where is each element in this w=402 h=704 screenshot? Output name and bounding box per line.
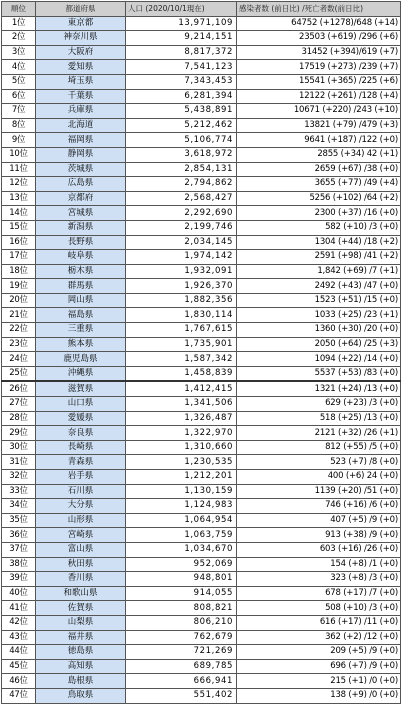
- prefecture-cell: 佐賀県: [36, 601, 126, 616]
- prefecture-ranking-table: [1, 1, 401, 704]
- population-cell: 1,412,415: [126, 381, 237, 396]
- population-cell: 689,785: [126, 659, 237, 674]
- population-cell: 666,941: [126, 674, 237, 689]
- prefecture-cell: 千葉県: [36, 89, 126, 104]
- population-cell: 8,817,372: [126, 45, 237, 60]
- rank-cell: 5位: [2, 74, 36, 89]
- population-cell: 808,821: [126, 601, 237, 616]
- rank-cell: 18位: [2, 264, 36, 279]
- rank-cell: 29位: [2, 426, 36, 441]
- rank-cell: 17位: [2, 250, 36, 265]
- prefecture-cell: 大阪府: [36, 45, 126, 60]
- prefecture-cell: 静岡県: [36, 147, 126, 162]
- prefecture-cell: 福井県: [36, 630, 126, 645]
- table-row: [2, 147, 401, 162]
- cases-cell: 138 (+9) /0 (+0): [237, 688, 401, 703]
- rank-cell: 4位: [2, 60, 36, 75]
- prefecture-cell: 山形県: [36, 513, 126, 528]
- header-row: [2, 2, 401, 17]
- rank-cell: 44位: [2, 645, 36, 660]
- table-row: [2, 615, 401, 630]
- rank-cell: 14位: [2, 206, 36, 221]
- population-cell: 1,735,901: [126, 337, 237, 352]
- rank-cell: 15位: [2, 220, 36, 235]
- prefecture-cell: 愛知県: [36, 60, 126, 75]
- table-row: [2, 293, 401, 308]
- prefecture-cell: 京都府: [36, 191, 126, 206]
- population-cell: 2,854,131: [126, 162, 237, 177]
- prefecture-cell: 長崎県: [36, 440, 126, 455]
- population-cell: 13,971,109: [126, 16, 237, 31]
- rank-cell: 3位: [2, 45, 36, 60]
- rank-cell: 34位: [2, 499, 36, 514]
- prefecture-cell: 青森県: [36, 455, 126, 470]
- prefecture-cell: 高知県: [36, 659, 126, 674]
- table-row: [2, 688, 401, 703]
- population-cell: 5,212,462: [126, 118, 237, 133]
- prefecture-cell: 岐阜県: [36, 250, 126, 265]
- header-population: 人口 (2020/10/1現在): [126, 2, 237, 17]
- population-cell: 5,106,774: [126, 133, 237, 148]
- prefecture-cell: 徳島県: [36, 645, 126, 660]
- population-cell: 6,281,394: [126, 89, 237, 104]
- prefecture-cell: 鳥取県: [36, 688, 126, 703]
- cases-cell: 2492 (+43) /47 (+0): [237, 279, 401, 294]
- cases-cell: 3655 (+77) /49 (+4): [237, 177, 401, 192]
- cases-cell: 812 (+55) /5 (+0): [237, 440, 401, 455]
- population-cell: 2,199,746: [126, 220, 237, 235]
- rank-cell: 36位: [2, 528, 36, 543]
- cases-cell: 362 (+2) /12 (+0): [237, 630, 401, 645]
- table-row: [2, 220, 401, 235]
- population-cell: 1,882,356: [126, 293, 237, 308]
- cases-cell: 2659 (+67) /38 (+0): [237, 162, 401, 177]
- rank-cell: 40位: [2, 586, 36, 601]
- population-cell: 1,767,615: [126, 323, 237, 338]
- table-row: [2, 528, 401, 543]
- population-cell: 1,322,970: [126, 426, 237, 441]
- cases-cell: 1139 (+20) /51 (+0): [237, 484, 401, 499]
- table-row: [2, 235, 401, 250]
- rank-cell: 11位: [2, 162, 36, 177]
- table-row: [2, 191, 401, 206]
- table-row: [2, 162, 401, 177]
- population-cell: 806,210: [126, 615, 237, 630]
- rank-cell: 45位: [2, 659, 36, 674]
- table-row: [2, 31, 401, 46]
- table-row: [2, 426, 401, 441]
- cases-cell: 518 (+25) /13 (+0): [237, 411, 401, 426]
- population-cell: 2,034,145: [126, 235, 237, 250]
- population-cell: 1,064,954: [126, 513, 237, 528]
- rank-cell: 46位: [2, 674, 36, 689]
- table-row: [2, 513, 401, 528]
- cases-cell: 13821 (+79) /479 (+3): [237, 118, 401, 133]
- population-cell: 2,292,690: [126, 206, 237, 221]
- cases-cell: 913 (+38) /9 (+0): [237, 528, 401, 543]
- prefecture-cell: 沖縄県: [36, 366, 126, 381]
- table-header: [2, 2, 401, 17]
- population-cell: 1,310,660: [126, 440, 237, 455]
- table-row: [2, 542, 401, 557]
- table-row: [2, 74, 401, 89]
- table-row: [2, 440, 401, 455]
- population-cell: 1,587,342: [126, 352, 237, 367]
- cases-cell: 5256 (+102) /64 (+2): [237, 191, 401, 206]
- prefecture-cell: 広島県: [36, 177, 126, 192]
- header-prefecture: 都道府県: [36, 2, 126, 17]
- cases-cell: 1321 (+24) /13 (+0): [237, 381, 401, 396]
- population-cell: 7,343,453: [126, 74, 237, 89]
- prefecture-cell: 愛媛県: [36, 411, 126, 426]
- population-cell: 1,230,535: [126, 455, 237, 470]
- rank-cell: 25位: [2, 366, 36, 381]
- cases-cell: 678 (+17) /7 (+0): [237, 586, 401, 601]
- population-cell: 7,541,123: [126, 60, 237, 75]
- cases-cell: 1360 (+30) /20 (+0): [237, 323, 401, 338]
- rank-cell: 39位: [2, 572, 36, 587]
- rank-cell: 43位: [2, 630, 36, 645]
- rank-cell: 19位: [2, 279, 36, 294]
- cases-cell: 1094 (+22) /14 (+0): [237, 352, 401, 367]
- rank-cell: 37位: [2, 542, 36, 557]
- ranking-table-container: [1, 1, 400, 704]
- table-row: [2, 586, 401, 601]
- rank-cell: 22位: [2, 323, 36, 338]
- rank-cell: 30位: [2, 440, 36, 455]
- rank-cell: 24位: [2, 352, 36, 367]
- population-cell: 721,269: [126, 645, 237, 660]
- table-row: [2, 250, 401, 265]
- prefecture-cell: 奈良県: [36, 426, 126, 441]
- header-cases: 感染者数 (前日比) /死亡者数(前日比): [237, 2, 401, 17]
- cases-cell: 582 (+10) /3 (+0): [237, 220, 401, 235]
- prefecture-cell: 兵庫県: [36, 104, 126, 119]
- rank-cell: 28位: [2, 411, 36, 426]
- table-row: [2, 674, 401, 689]
- table-row: [2, 16, 401, 31]
- prefecture-cell: 福岡県: [36, 133, 126, 148]
- cases-cell: 31452 (+394)/619 (+7): [237, 45, 401, 60]
- cases-cell: 2591 (+98) /41 (+2): [237, 250, 401, 265]
- cases-cell: 400 (+6) 24 (+0): [237, 470, 401, 485]
- prefecture-cell: 宮崎県: [36, 528, 126, 543]
- table-row: [2, 133, 401, 148]
- table-row: [2, 118, 401, 133]
- prefecture-cell: 埼玉県: [36, 74, 126, 89]
- prefecture-cell: 滋賀県: [36, 381, 126, 396]
- prefecture-cell: 神奈川県: [36, 31, 126, 46]
- cases-cell: 154 (+8) /1 (+0): [237, 557, 401, 572]
- cases-cell: 23503 (+619) /296 (+6): [237, 31, 401, 46]
- table-row: [2, 104, 401, 119]
- cases-cell: 2855 (+34) 42 (+1): [237, 147, 401, 162]
- table-row: [2, 659, 401, 674]
- population-cell: 1,341,506: [126, 397, 237, 412]
- prefecture-cell: 和歌山県: [36, 586, 126, 601]
- population-cell: 1,034,670: [126, 542, 237, 557]
- cases-cell: 323 (+8) /3 (+0): [237, 572, 401, 587]
- population-cell: 1,130,159: [126, 484, 237, 499]
- population-cell: 1,326,487: [126, 411, 237, 426]
- rank-cell: 33位: [2, 484, 36, 499]
- rank-cell: 8位: [2, 118, 36, 133]
- cases-cell: 523 (+7) /8 (+0): [237, 455, 401, 470]
- population-cell: 5,438,891: [126, 104, 237, 119]
- population-cell: 914,055: [126, 586, 237, 601]
- population-cell: 952,069: [126, 557, 237, 572]
- cases-cell: 629 (+23) /3 (+0): [237, 397, 401, 412]
- population-cell: 1,830,114: [126, 308, 237, 323]
- prefecture-cell: 熊本県: [36, 337, 126, 352]
- table-row: [2, 397, 401, 412]
- prefecture-cell: 北海道: [36, 118, 126, 133]
- rank-cell: 12位: [2, 177, 36, 192]
- prefecture-cell: 大分県: [36, 499, 126, 514]
- rank-cell: 7位: [2, 104, 36, 119]
- cases-cell: 2300 (+37) /16 (+0): [237, 206, 401, 221]
- prefecture-cell: 宮城県: [36, 206, 126, 221]
- population-cell: 2,568,427: [126, 191, 237, 206]
- cases-cell: 1523 (+51) /15 (+0): [237, 293, 401, 308]
- cases-cell: 616 (+17) /11 (+0): [237, 615, 401, 630]
- rank-cell: 6位: [2, 89, 36, 104]
- cases-cell: 17519 (+273) /239 (+7): [237, 60, 401, 75]
- table-row: [2, 308, 401, 323]
- table-row: [2, 45, 401, 60]
- population-cell: 1,926,370: [126, 279, 237, 294]
- table-row: [2, 366, 401, 381]
- table-row: [2, 352, 401, 367]
- population-cell: 551,402: [126, 688, 237, 703]
- prefecture-cell: 栃木県: [36, 264, 126, 279]
- prefecture-cell: 岩手県: [36, 470, 126, 485]
- prefecture-cell: 島根県: [36, 674, 126, 689]
- table-row: [2, 601, 401, 616]
- cases-cell: 12122 (+261) /128 (+4): [237, 89, 401, 104]
- table-row: [2, 279, 401, 294]
- rank-cell: 21位: [2, 308, 36, 323]
- rank-cell: 31位: [2, 455, 36, 470]
- table-row: [2, 337, 401, 352]
- population-cell: 1,124,983: [126, 499, 237, 514]
- cases-cell: 1033 (+25) /23 (+1): [237, 308, 401, 323]
- rank-cell: 16位: [2, 235, 36, 250]
- cases-cell: 696 (+7) /9 (+0): [237, 659, 401, 674]
- prefecture-cell: 群馬県: [36, 279, 126, 294]
- table-row: [2, 264, 401, 279]
- cases-cell: 5537 (+53) /83 (+0): [237, 366, 401, 381]
- prefecture-cell: 山口県: [36, 397, 126, 412]
- prefecture-cell: 福島県: [36, 308, 126, 323]
- prefecture-cell: 香川県: [36, 572, 126, 587]
- rank-cell: 47位: [2, 688, 36, 703]
- table-row: [2, 645, 401, 660]
- rank-cell: 2位: [2, 31, 36, 46]
- cases-cell: 9641 (+187) /122 (+0): [237, 133, 401, 148]
- rank-cell: 1位: [2, 16, 36, 31]
- population-cell: 9,214,151: [126, 31, 237, 46]
- cases-cell: 2121 (+32) /26 (+1): [237, 426, 401, 441]
- prefecture-cell: 新潟県: [36, 220, 126, 235]
- table-row: [2, 484, 401, 499]
- prefecture-cell: 石川県: [36, 484, 126, 499]
- cases-cell: 215 (+1) /0 (+0): [237, 674, 401, 689]
- table-row: [2, 381, 401, 396]
- prefecture-cell: 長野県: [36, 235, 126, 250]
- table-row: [2, 89, 401, 104]
- table-row: [2, 177, 401, 192]
- rank-cell: 41位: [2, 601, 36, 616]
- table-row: [2, 499, 401, 514]
- rank-cell: 38位: [2, 557, 36, 572]
- cases-cell: 2050 (+64) /25 (+3): [237, 337, 401, 352]
- population-cell: 1,458,839: [126, 366, 237, 381]
- cases-cell: 746 (+16) /6 (+0): [237, 499, 401, 514]
- table-row: [2, 60, 401, 75]
- cases-cell: 64752 (+1278)/648 (+14): [237, 16, 401, 31]
- table-row: [2, 455, 401, 470]
- cases-cell: 1,842 (+69) /7 (+1): [237, 264, 401, 279]
- cases-cell: 1304 (+44) /18 (+2): [237, 235, 401, 250]
- prefecture-cell: 東京都: [36, 16, 126, 31]
- table-row: [2, 470, 401, 485]
- prefecture-cell: 鹿児島県: [36, 352, 126, 367]
- rank-cell: 27位: [2, 397, 36, 412]
- rank-cell: 32位: [2, 470, 36, 485]
- rank-cell: 35位: [2, 513, 36, 528]
- cases-cell: 209 (+5) /9 (+0): [237, 645, 401, 660]
- rank-cell: 9位: [2, 133, 36, 148]
- population-cell: 948,801: [126, 572, 237, 587]
- population-cell: 1,974,142: [126, 250, 237, 265]
- population-cell: 2,794,862: [126, 177, 237, 192]
- prefecture-cell: 秋田県: [36, 557, 126, 572]
- table-row: [2, 206, 401, 221]
- table-row: [2, 630, 401, 645]
- population-cell: 1,932,091: [126, 264, 237, 279]
- table-row: [2, 323, 401, 338]
- rank-cell: 20位: [2, 293, 36, 308]
- rank-cell: 13位: [2, 191, 36, 206]
- cases-cell: 603 (+16) /26 (+0): [237, 542, 401, 557]
- rank-cell: 42位: [2, 615, 36, 630]
- prefecture-cell: 茨城県: [36, 162, 126, 177]
- cases-cell: 15541 (+365) /225 (+6): [237, 74, 401, 89]
- population-cell: 1,063,759: [126, 528, 237, 543]
- prefecture-cell: 三重県: [36, 323, 126, 338]
- table-row: [2, 411, 401, 426]
- population-cell: 3,618,972: [126, 147, 237, 162]
- rank-cell: 23位: [2, 337, 36, 352]
- rank-cell: 26位: [2, 381, 36, 396]
- prefecture-cell: 岡山県: [36, 293, 126, 308]
- cases-cell: 407 (+5) /9 (+0): [237, 513, 401, 528]
- cases-cell: 508 (+10) /3 (+0): [237, 601, 401, 616]
- population-cell: 1,212,201: [126, 470, 237, 485]
- table-body: [2, 16, 401, 703]
- population-cell: 762,679: [126, 630, 237, 645]
- prefecture-cell: 山梨県: [36, 615, 126, 630]
- table-row: [2, 557, 401, 572]
- rank-cell: 10位: [2, 147, 36, 162]
- table-row: [2, 572, 401, 587]
- header-rank: 順位: [2, 2, 36, 17]
- prefecture-cell: 富山県: [36, 542, 126, 557]
- cases-cell: 10671 (+220) /243 (+10): [237, 104, 401, 119]
